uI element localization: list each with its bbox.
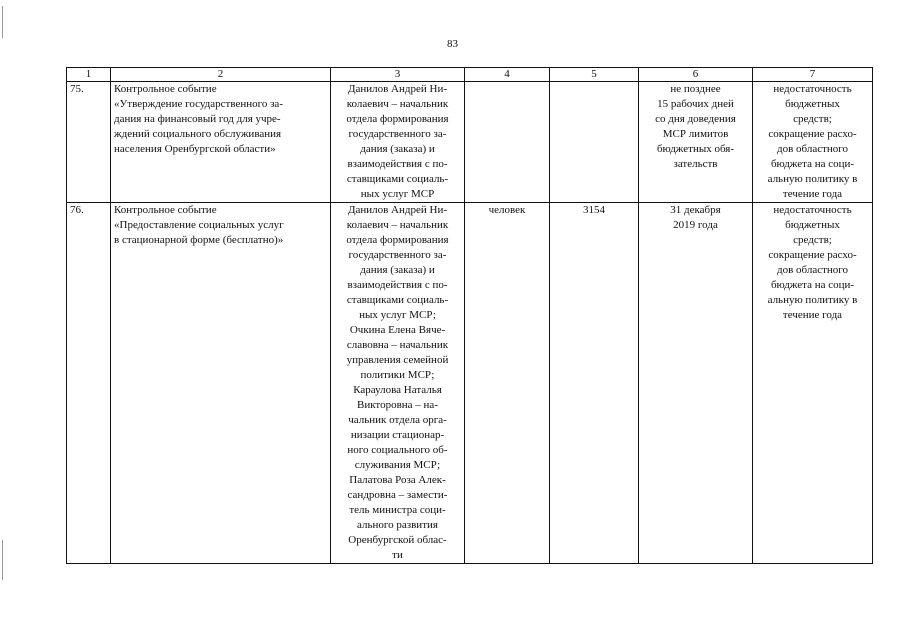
table-body bbox=[67, 82, 873, 564]
cell-text-line: бюджета на соци- bbox=[770, 279, 855, 291]
cell-text-line: населения Оренбургской области» bbox=[114, 143, 276, 155]
cell-text-line: недостаточность bbox=[773, 83, 852, 95]
scan-margin-mark bbox=[2, 6, 3, 38]
cell-text-line: Оренбургской облас- bbox=[348, 534, 447, 546]
cell-text-line: сокращение расхо- bbox=[768, 249, 857, 261]
cell-text-line: колаевич – начальник bbox=[346, 98, 449, 110]
risks-cell bbox=[753, 203, 873, 564]
column-header: 2 bbox=[111, 68, 331, 82]
row-number-cell: 75. bbox=[67, 82, 111, 203]
cell-text-line: чальник отдела орга- bbox=[348, 414, 447, 426]
cell-text-line: недостаточность bbox=[773, 204, 852, 216]
cell-text-line: бюджета на соци- bbox=[770, 158, 855, 170]
cell-text-line: дания (заказа) и bbox=[360, 143, 435, 155]
deadline-cell bbox=[639, 203, 753, 564]
cell-text-line: отдела формирования bbox=[346, 113, 449, 125]
cell-text-line: дания на финансовый год для учре- bbox=[114, 113, 281, 125]
cell-text-line: тель министра соци- bbox=[349, 504, 446, 516]
cell-text-line: течение года bbox=[782, 188, 843, 200]
cell-text-line: течение года bbox=[782, 309, 843, 321]
scan-margin-mark bbox=[2, 540, 3, 580]
control-event-cell bbox=[111, 203, 331, 564]
cell-text-line: ждений социального обслуживания bbox=[114, 128, 282, 140]
table-row bbox=[67, 82, 873, 203]
cell-text-line: не позднее bbox=[670, 83, 721, 95]
cell-text-line: сандровна – замести- bbox=[347, 489, 448, 501]
cell-text-line: средств; bbox=[793, 234, 832, 246]
cell-text-line: взаимодействия с по- bbox=[347, 279, 448, 291]
unit-cell bbox=[465, 203, 550, 564]
cell-text-line: «Предоставление социальных услуг bbox=[114, 219, 284, 231]
cell-text-line: служивания МСР; bbox=[354, 459, 441, 471]
cell-text-line: Викторовна – на- bbox=[357, 399, 438, 411]
cell-text-line: ставщиками социаль- bbox=[346, 294, 449, 306]
column-header: 6 bbox=[639, 68, 753, 82]
cell-text-line: бюджетных bbox=[785, 219, 840, 231]
responsible-cell bbox=[331, 203, 465, 564]
cell-text-line: ных услуг МСР; bbox=[359, 309, 436, 321]
cell-text-line: дов областного bbox=[776, 264, 849, 276]
cell-text-line: ставщиками социаль- bbox=[346, 173, 449, 185]
cell-text-line: 31 декабря bbox=[670, 204, 721, 216]
cell-text-line: Очкина Елена Вяче- bbox=[349, 324, 446, 336]
deadline-cell bbox=[639, 82, 753, 203]
cell-text-line: 3154 bbox=[583, 204, 605, 216]
column-header: 1 bbox=[67, 68, 111, 82]
cell-text-line: средств; bbox=[793, 113, 832, 125]
cell-text-line: Караулова Наталья bbox=[353, 384, 442, 396]
cell-text-line: бюджетных обя- bbox=[656, 143, 735, 155]
cell-text-line: 2019 года bbox=[673, 219, 718, 231]
control-events-table bbox=[66, 67, 873, 564]
cell-text-line: низации стационар- bbox=[350, 429, 445, 441]
cell-text-line: Контрольное событие bbox=[114, 83, 217, 95]
cell-text-line: ального развития bbox=[357, 519, 438, 531]
cell-text-line: ных услуг МСР bbox=[360, 188, 435, 200]
cell-text-line: зательств bbox=[673, 158, 718, 170]
cell-text-line: Данилов Андрей Ни- bbox=[347, 83, 448, 95]
cell-text-line: человек bbox=[488, 204, 526, 216]
cell-text-line: сокращение расхо- bbox=[768, 128, 857, 140]
cell-text-line: бюджетных bbox=[785, 98, 840, 110]
cell-text-line: со дня доведения bbox=[655, 113, 736, 125]
cell-text-line: дов областного bbox=[776, 143, 849, 155]
cell-text-line: «Утверждение государственного за- bbox=[114, 98, 283, 110]
control-event-cell bbox=[111, 82, 331, 203]
cell-text-line: Контрольное событие bbox=[114, 204, 217, 216]
cell-text-line: ти bbox=[392, 549, 403, 561]
table-row bbox=[67, 203, 873, 564]
row-number-cell: 76. bbox=[67, 203, 111, 564]
cell-text-line: в стационарной форме (бесплатно)» bbox=[114, 234, 284, 246]
cell-text-line: колаевич – начальник bbox=[346, 219, 449, 231]
column-number-row bbox=[67, 68, 873, 82]
risks-cell bbox=[753, 82, 873, 203]
cell-text-line: МСР лимитов bbox=[662, 128, 729, 140]
column-header: 4 bbox=[465, 68, 550, 82]
column-header: 5 bbox=[550, 68, 639, 82]
value-cell bbox=[550, 203, 639, 564]
cell-text-line: ного социального об- bbox=[347, 444, 448, 456]
cell-text-line: альную политику в bbox=[767, 173, 858, 185]
responsible-cell bbox=[331, 82, 465, 203]
column-header: 3 bbox=[331, 68, 465, 82]
cell-text-line: политики МСР; bbox=[360, 369, 435, 381]
cell-text-line: отдела формирования bbox=[346, 234, 449, 246]
cell-text-line: 15 рабочих дней bbox=[657, 98, 734, 110]
cell-text-line: альную политику в bbox=[767, 294, 858, 306]
cell-text-line: государственного за- bbox=[348, 128, 447, 140]
cell-text-line: славовна – начальник bbox=[346, 339, 449, 351]
unit-cell bbox=[465, 82, 550, 203]
page-number: 83 bbox=[447, 38, 458, 50]
value-cell bbox=[550, 82, 639, 203]
cell-text-line: государственного за- bbox=[348, 249, 447, 261]
cell-text-line: Палатова Роза Алек- bbox=[349, 474, 446, 486]
cell-text-line: управления семейной bbox=[346, 354, 449, 366]
column-header: 7 bbox=[753, 68, 873, 82]
cell-text-line: взаимодействия с по- bbox=[347, 158, 448, 170]
cell-text-line: Данилов Андрей Ни- bbox=[347, 204, 448, 216]
cell-text-line: дания (заказа) и bbox=[360, 264, 435, 276]
